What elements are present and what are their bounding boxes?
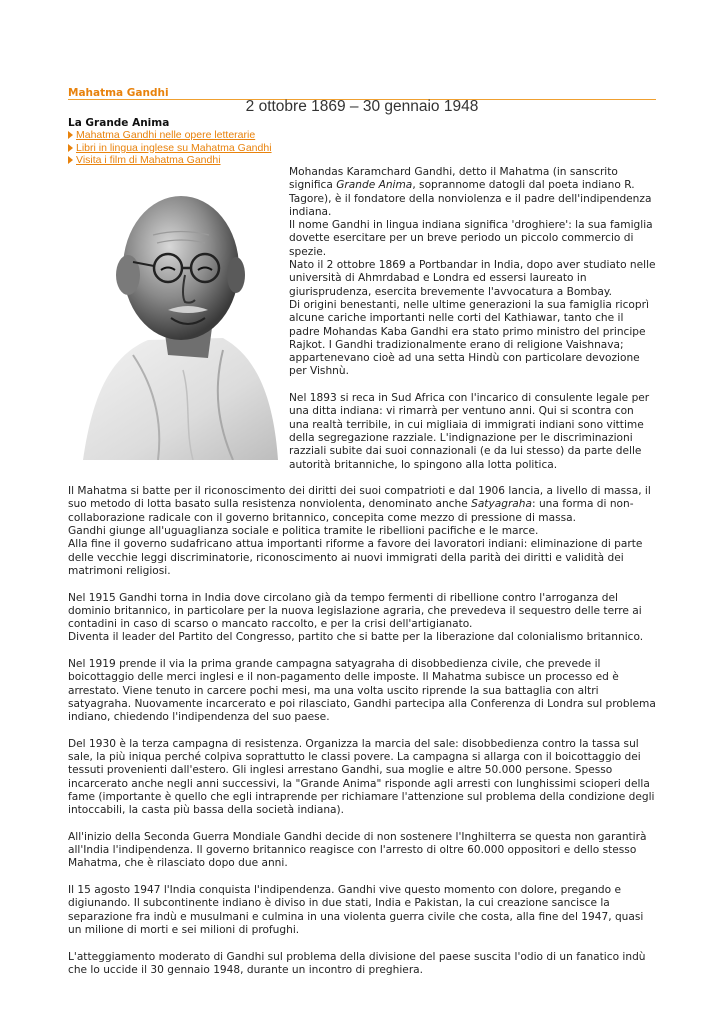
arrow-bullet-icon: [68, 131, 73, 139]
paragraph: Nel 1915 Gandhi torna in India dove circolano già da tempo fermenti di ribellione contro l'arroganza del dominio britannico, in particolare per la nuova legislazione agraria, che prevedeva il sequestro delle terre ai contadini in caso di scarso o mancato raccolto, e per la crisi dell'artigianato. Diventa il leader del Partito del Congresso, partito che si batte per la liberazione dal colonialismo britannico.: [68, 591, 644, 644]
list-item: [68, 129, 272, 142]
gandhi-portrait-photo: [73, 180, 283, 460]
paragraph: Del 1930 è la terza campagna di resistenza. Organizza la marcia del sale: disobbedienza contro la tassa sul sale, la più iniqua perché colpiva soprattutto le classi povere. La campagna si allarga con il boicottaggio dei tessuti provenienti dall'estero. Gli inglesi arrestano Gandhi, sua moglie e altre 50.000 persone. Spesso incarcerato anche negli anni successivi, la "Grande Anima" risponde agli arresti con lunghissimi scioperi della fame (importante è quello che egli intraprende per richiamare l'attenzione sul problema della condizione degli intoccabili, la casta più bassa della società indiana).: [68, 737, 655, 817]
paragraph: Il 15 agosto 1947 l'India conquista l'indipendenza. Gandhi vive questo momento con dolore, pregando e digiunando. Il subcontinente indiano è diviso in due stati, India e Pakistan, la cui creazione sancisce la separazione fra indù e musulmani e culmina in una violenta guerra civile che costa, alla fine del 1947, quasi un milione di morti e sei milioni di profughi.: [68, 884, 644, 936]
list-item: [68, 142, 272, 155]
list-item: [68, 154, 272, 167]
link-opere-letterarie[interactable]: Mahatma Gandhi nelle opere letterarie: [76, 129, 256, 142]
site-title: Mahatma Gandhi: [68, 87, 169, 99]
paragraph: Il Mahatma si batte per il riconoscimento dei diritti dei suoi compatrioti e dal 1906 lancia, a livello di massa, il suo metodo di lotta basato sulla resistenza nonviolenta, denominato anche Satyagraha: una forma di non-collaborazione radicale con il governo britannico, concepita come mezzo di pressione di massa. Gandhi giunge all'uguaglianza sociale e politica tramite le ribellioni pacifiche e le marce. Alla fine il governo sudafricano attua importanti riforme a favore dei lavoratori indiani: eliminazione di parte delle vecchie leggi discriminatorie, riconoscimento ai nuovi immigrati della parità dei diritti e validità dei matrimoni religiosi.: [68, 485, 651, 577]
related-links: [68, 129, 272, 167]
page-subtitle: La Grande Anima: [68, 117, 170, 129]
paragraph: Mohandas Karamchard Gandhi, detto il Mahatma (in sanscrito significa Grande Anima, soprannome datogli dal poeta indiano R. Tagore), è il fondatore della nonviolenza e il padre dell'indipendenza indiana. Il nome Gandhi in lingua indiana significa 'droghiere': la sua famiglia dovette esercitare per un breve periodo un piccolo commercio di spezie. Nato il 2 ottobre 1869 a Portbandar in India, dopo aver studiato nelle università di Ahmrdabad e Londra ed essersi laureato in giurisprudenza, esercita brevemente l'avvocatura a Bombay. Di origini benestanti, nelle ultime generazioni la sua famiglia ricoprì alcune cariche importanti nelle corti del Kathiawar, tanto che il padre Mohandas Kaba Gandhi era stato primo ministro del principe Rajkot. I Gandhi tradizionalmente erano di religione Vaishnava; appartenevano cioè ad una setta Hindù con particolare devozione per Vishnù.: [289, 166, 656, 378]
link-film[interactable]: Visita i film di Mahatma Gandhi: [76, 154, 221, 167]
life-dates: 2 ottobre 1869 – 30 gennaio 1948: [245, 98, 479, 115]
paragraph: Nel 1919 prende il via la prima grande campagna satyagraha di disobbedienza civile, che prevede il boicottaggio delle merci inglesi e il non-pagamento delle imposte. Il Mahatma subisce un processo ed è arrestato. Viene tenuto in carcere pochi mesi, ma una volta uscito riprende la sua battaglia con altri satyagraha. Nuovamente incarcerato e poi rilasciato, Gandhi partecipa alla Conferenza di Londra sul problema indiano, chiedendo l'indipendenza del suo paese.: [68, 657, 656, 724]
link-libri-inglese[interactable]: Libri in lingua inglese su Mahatma Gandhi: [76, 141, 272, 154]
arrow-bullet-icon: [68, 156, 73, 164]
paragraph: Nel 1893 si reca in Sud Africa con l'incarico di consulente legale per una ditta indiana: vi rimarrà per ventuno anni. Qui si scontra con una realtà terribile, in cui migliaia di immigrati indiani sono vittime della segregazione razziale. L'indignazione per le discriminazioni razziali subite dai suoi connazionali (e da lui stesso) da parte delle autorità britanniche, lo spingono alla lotta politica.: [289, 392, 650, 471]
paragraph: L'atteggiamento moderato di Gandhi sul problema della divisione del paese suscita l'odio di un fanatico indù che lo uccide il 30 gennaio 1948, durante un incontro di preghiera.: [68, 950, 646, 976]
paragraph: All'inizio della Seconda Guerra Mondiale Gandhi decide di non sostenere l'Inghilterra se questa non garantirà all'India l'indipendenza. Il governo britannico reagisce con l'arresto di oltre 60.000 oppositori e dello stesso Mahatma, che è rilasciato dopo due anni.: [68, 830, 647, 870]
arrow-bullet-icon: [68, 144, 73, 152]
